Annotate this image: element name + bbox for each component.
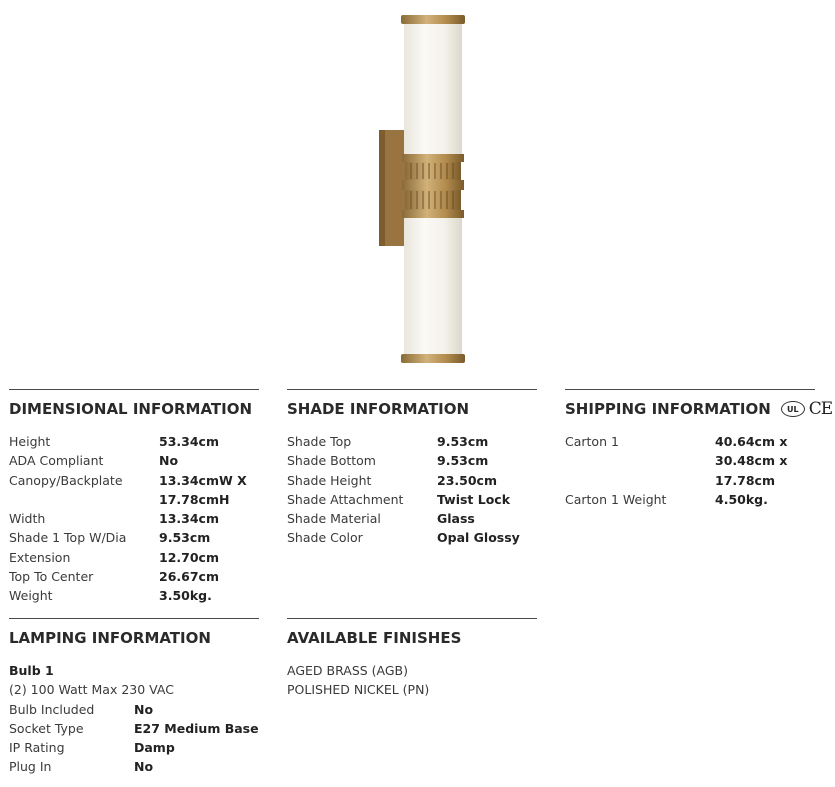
spec-label: Carton 1 [565, 434, 619, 449]
section-divider [565, 389, 815, 390]
spec-value: No [134, 701, 154, 717]
spec-label: Carton 1 Weight [565, 491, 667, 507]
spec-value: Damp [134, 740, 175, 756]
spec-label: ADA Compliant [9, 453, 104, 469]
spec-value: 13.34cmW X 17.78cmH [159, 472, 247, 507]
spec-value: 9.53cm [437, 434, 489, 449]
spec-row-shade-color [287, 528, 537, 547]
dimensional-title: DIMENSIONAL INFORMATION [9, 400, 253, 418]
spec-row-top-to-center [9, 567, 259, 586]
shipping-title-row [565, 398, 833, 420]
ul-listed-icon: UL [781, 401, 805, 417]
spec-value: 40.64cm x 30.48cm x 17.78cm [715, 434, 788, 488]
spec-row-height [9, 432, 259, 451]
spec-value: 23.50cm [437, 472, 497, 488]
spec-label: Shade Attachment [287, 491, 404, 507]
spec-row-shade-top [287, 432, 537, 451]
spec-label: Shade Bottom [287, 453, 376, 469]
spec-row-extension [9, 548, 259, 567]
spec-value: 9.53cm [437, 453, 489, 469]
spec-value: 4.50kg. [715, 491, 768, 507]
section-divider [9, 389, 259, 390]
bulb-title: Bulb 1 [9, 663, 54, 678]
spec-row-carton-weight [565, 490, 815, 509]
shade-title: SHADE INFORMATION [287, 400, 470, 418]
spec-label: Shade 1 Top W/Dia [9, 530, 127, 546]
spec-row-ip-rating [9, 738, 259, 757]
spec-label: Plug In [9, 759, 52, 775]
spec-label: Canopy/Backplate [9, 472, 123, 488]
spec-label: Extension [9, 549, 71, 565]
spec-row-carton [565, 432, 815, 490]
spec-value: 12.70cm [159, 549, 219, 565]
section-divider [287, 618, 537, 619]
spec-label: IP Rating [9, 740, 65, 756]
spec-row-shade-height [287, 471, 537, 490]
spec-row-plug-in [9, 757, 259, 776]
finishes-section [287, 618, 537, 700]
spec-row-shade-attachment [287, 490, 537, 509]
bulb-description: (2) 100 Watt Max 230 VAC [9, 682, 174, 698]
spec-row-ada [9, 451, 259, 470]
spec-label: Shade Color [287, 530, 363, 546]
spec-label: Width [9, 511, 46, 527]
spec-value: No [134, 759, 154, 775]
finish-item: AGED BRASS (AGB) [287, 663, 409, 678]
spec-row-weight [9, 586, 259, 605]
spec-value: Opal Glossy [437, 530, 520, 546]
finishes-list [287, 661, 537, 700]
shipping-title: SHIPPING INFORMATION [565, 400, 771, 418]
spec-row-shade-top [9, 528, 259, 547]
spec-value: 9.53cm [159, 530, 211, 546]
shipping-section [565, 389, 833, 509]
dimensional-rows [9, 432, 259, 606]
finish-item: POLISHED NICKEL (PN) [287, 682, 430, 698]
spec-value: 3.50kg. [159, 588, 212, 604]
lamping-title: LAMPING INFORMATION [9, 629, 211, 647]
spec-label: Socket Type [9, 720, 84, 736]
spec-row-shade-material [287, 509, 537, 528]
product-image-wall-sconce [376, 12, 468, 368]
spec-row-shade-bottom [287, 451, 537, 470]
lamping-rows [9, 661, 259, 777]
certifications [781, 399, 832, 419]
spec-row-canopy [9, 471, 259, 510]
spec-value: 26.67cm [159, 569, 219, 585]
shipping-rows [565, 432, 815, 509]
spec-value: Twist Lock [437, 491, 511, 507]
dimensional-section [9, 389, 259, 606]
spec-label: Shade Material [287, 511, 381, 527]
section-divider [287, 389, 537, 390]
lamping-section [9, 618, 259, 777]
spec-row-socket-type [9, 719, 259, 738]
spec-value: 13.34cm [159, 511, 219, 527]
spec-value: Glass [437, 511, 475, 527]
spec-label: Shade Top [287, 434, 352, 449]
shade-section [287, 389, 537, 548]
spec-value: No [159, 453, 179, 469]
spec-label: Shade Height [287, 472, 372, 488]
finishes-title: AVAILABLE FINISHES [287, 629, 462, 647]
spec-label: Height [9, 434, 51, 449]
section-divider [9, 618, 259, 619]
spec-row-width [9, 509, 259, 528]
spec-label: Weight [9, 588, 53, 604]
ce-mark-icon: CE [808, 399, 833, 419]
spec-value: 53.34cm [159, 434, 219, 449]
spec-label: Bulb Included [9, 701, 95, 717]
spec-value: E27 Medium Base [134, 720, 259, 736]
spec-row-bulb-included [9, 700, 259, 719]
shade-rows [287, 432, 537, 548]
spec-label: Top To Center [9, 569, 94, 585]
